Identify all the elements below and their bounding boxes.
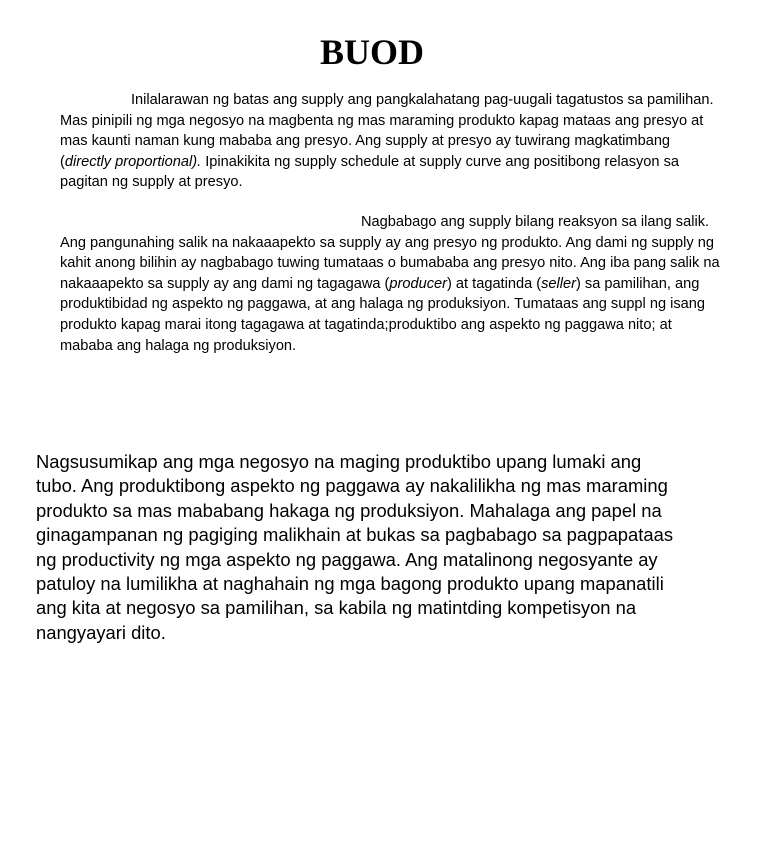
paragraph-text: Ipinakikita ng supply schedule at supply curve ang positibong relasyon sa pagitan ng supply at presyo. <box>60 153 679 191</box>
english-term: seller <box>541 275 576 292</box>
paragraph-text: Inilalarawan ng batas ang supply ang pangkalahatang pag-uugali tagatustos sa pamilihan. Mas pinipili ng mga negosyo na magbenta ng mas maraming produkto kapag mataas ang presyo at mas kaunti naman kung mababa ang presyo. Ang supply at presyo ay tuwirang magkatimbang ( <box>60 92 714 170</box>
paragraph-text: ) at tagatinda ( <box>447 275 542 292</box>
paragraph-text: ) sa pamilihan, ang produktibidad ng aspekto ng paggawa, at ang halaga ng produksiyon. Tumataas ang suppl ng isang produkto kapag marai itong tagagawa at tagatinda;produktibo ang aspekto ng paggawa nito; at mababa ang halaga ng produksiyon. <box>60 275 706 354</box>
english-term: producer <box>389 275 448 292</box>
summary-paragraph-1 <box>60 90 724 193</box>
page-title: BUOD <box>319 32 424 72</box>
english-term: directly proportional). <box>64 153 202 170</box>
summary-paragraph-3: Nagsusumikap ang mga negosyo na maging produktibo upang lumaki ang tubo. Ang produktibong aspekto ng paggawa ay nakalilikha ng mas maraming produkto sa mas mababang hakaga ng produksiyon. Mahalaga ang papel na ginagampanan ng pagiging malikhain at bukas sa pagbabago sa pagpapataas ng productivity ng mga aspekto ng paggawa. Ang matalinong negosyante ay patuloy na lumilikha at naghahain ng mga bagong produkto upang mapanatili ang kita at negosyo sa pamilihan, sa kabila ng matintding kompetisyon na nangyayari dito. <box>36 451 674 643</box>
summary-paragraph-2 <box>60 212 724 356</box>
paragraph-text: Nagbabago ang supply bilang reaksyon sa ilang salik. Ang pangunahing salik na nakaaapekto sa supply ay ang presyo ng produkto. Ang dami ng supply ng kahit anong bilihin ay nagbabago tuwing tumataas o bumababa ang presyo nito. Ang iba pang salik na nakaaapekto sa supply ay ang dami ng tagagawa ( <box>60 214 720 292</box>
